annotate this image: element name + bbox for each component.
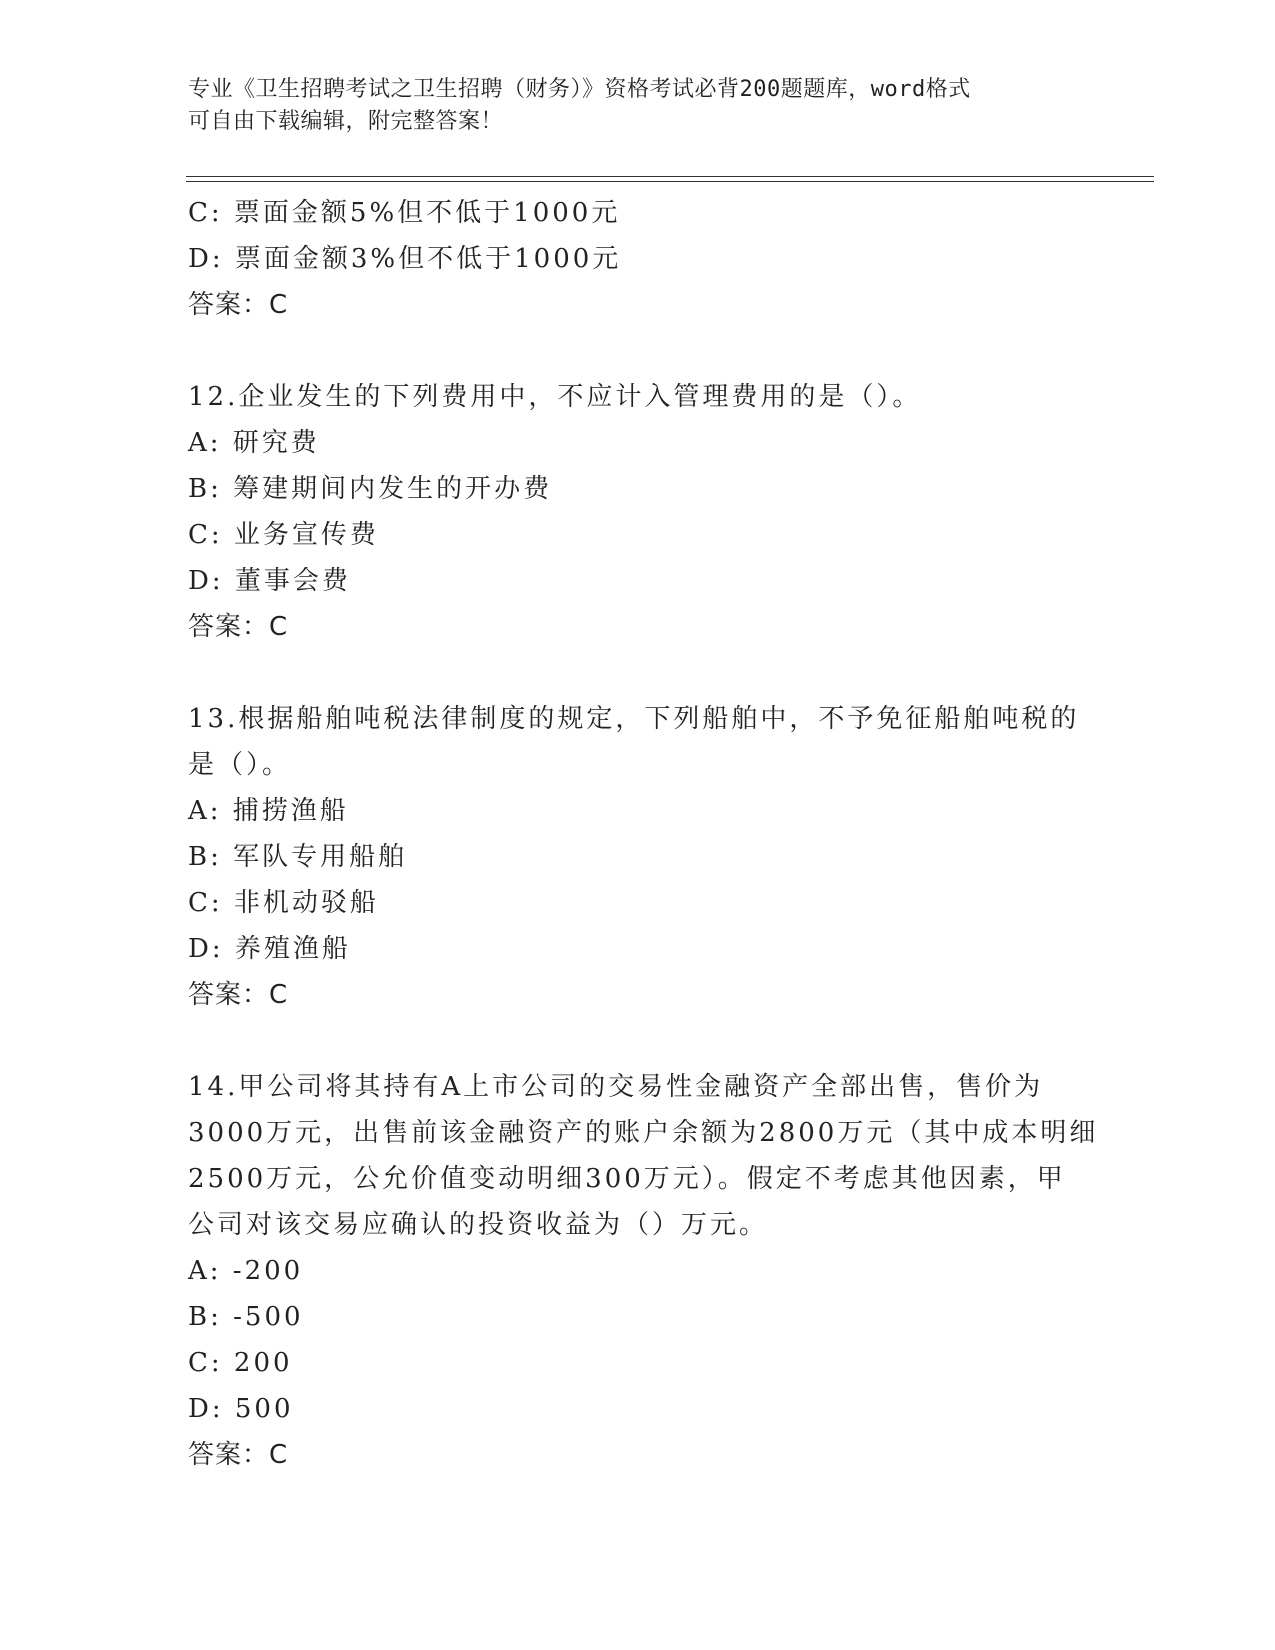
question-text: 2500万元，公允价值变动明细300万元）。假定不考虑其他因素，甲 <box>188 1164 1066 1194</box>
question-continued <box>188 190 1108 328</box>
option-d: D: 董事会费 <box>188 566 351 596</box>
document-header <box>188 74 1088 138</box>
option-d: D: 票面金额3%但不低于1000元 <box>188 244 622 274</box>
answer-line: 答案：C <box>188 980 289 1010</box>
option-b: B: 筹建期间内发生的开办费 <box>188 474 553 504</box>
option-c: C: 业务宣传费 <box>188 520 379 550</box>
option-b: B: -500 <box>188 1302 304 1332</box>
option-c: C: 非机动驳船 <box>188 888 379 918</box>
option-a: A: 研究费 <box>188 428 320 458</box>
question-12 <box>188 374 1108 650</box>
header-title-line-1: 专业《卫生招聘考试之卫生招聘（财务）》资格考试必背200题题库，word格式 <box>188 77 971 102</box>
question-text: 12.企业发生的下列费用中，不应计入管理费用的是（）。 <box>188 382 922 412</box>
header-title-line-2: 可自由下载编辑，附完整答案！ <box>188 109 504 134</box>
header-divider-bottom <box>186 181 1154 182</box>
question-text: 3000万元，出售前该金融资产的账户余额为2800万元（其中成本明细 <box>188 1118 1099 1148</box>
header-divider-top <box>186 176 1154 177</box>
option-a: A: 捕捞渔船 <box>188 796 349 826</box>
option-a: A: -200 <box>188 1256 304 1286</box>
option-b: B: 军队专用船舶 <box>188 842 408 872</box>
spacer <box>188 328 1108 374</box>
question-list <box>188 190 1108 1478</box>
question-14 <box>188 1064 1108 1478</box>
option-c: C: 票面金额5%但不低于1000元 <box>188 198 621 228</box>
question-text: 是（）。 <box>188 750 292 780</box>
spacer <box>188 650 1108 696</box>
answer-line: 答案：C <box>188 1440 289 1470</box>
spacer <box>188 1018 1108 1064</box>
question-text: 14.甲公司将其持有A上市公司的交易性金融资产全部出售，售价为 <box>188 1072 1044 1102</box>
answer-line: 答案：C <box>188 290 289 320</box>
question-text: 13.根据船舶吨税法律制度的规定，下列船舶中，不予免征船舶吨税的 <box>188 704 1080 734</box>
option-c: C: 200 <box>188 1348 293 1378</box>
question-13 <box>188 696 1108 1018</box>
option-d: D: 养殖渔船 <box>188 934 351 964</box>
option-d: D: 500 <box>188 1394 294 1424</box>
answer-line: 答案：C <box>188 612 289 642</box>
question-text: 公司对该交易应确认的投资收益为（）万元。 <box>188 1210 769 1240</box>
